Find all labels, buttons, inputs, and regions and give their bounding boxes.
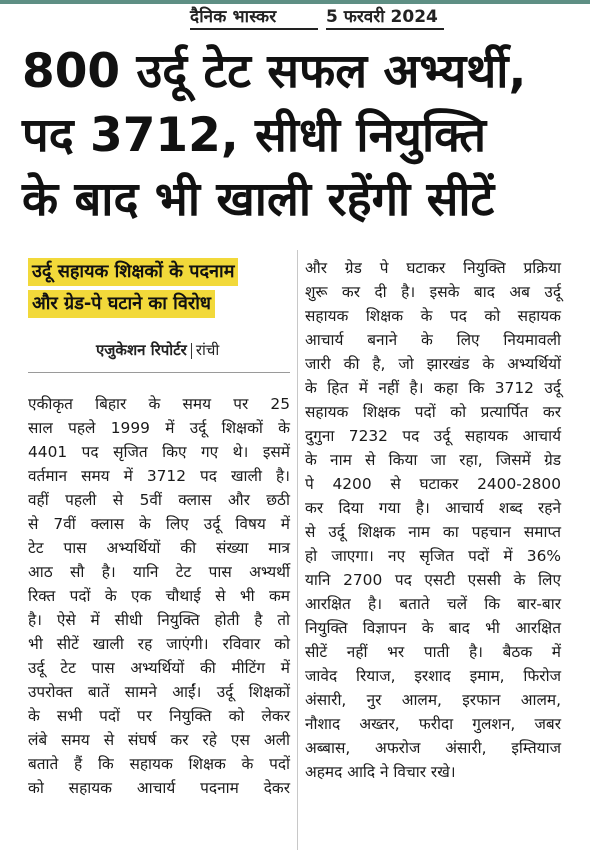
headline-line: के बाद भी खाली रहेंगी सीटें (22, 172, 495, 227)
top-accent-strip (0, 0, 590, 4)
article-line: साल पहले 1999 में उर्दू शिक्षकों के (28, 419, 290, 437)
article-line: नियुक्ति विज्ञापन के बाद भी आरक्षित (305, 619, 561, 637)
subheadline-line: और ग्रेड-पे घटाने का विरोध (28, 290, 215, 318)
article-line: रिक्त पदों के एक चौथाई से भी कम (28, 587, 290, 605)
subheadline (28, 258, 290, 322)
publication-date-underline (326, 28, 444, 30)
article-line: जारी की है, जो झारखंड के अभ्यर्थियों (305, 355, 561, 373)
article-line: पे 4200 से घटाकर 2400-2800 (305, 475, 561, 493)
article-line: अंसारी, नुर आलम, इरफान आलम, (305, 691, 561, 709)
article-line: अब्बास, अफरोज अंसारी, इम्तियाज (305, 739, 561, 757)
article-line: वहीं पहली से 5वीं क्लास और छठी (28, 491, 290, 509)
article-left-column (28, 392, 290, 800)
column-divider (297, 250, 298, 850)
article-line: से उर्दू शिक्षक नाम का पहचान समाप्त (305, 523, 561, 541)
article-line: आचार्य बनाने के लिए नियमावली (305, 331, 561, 349)
article-line: लंबे समय से संघर्ष कर रहे एस अली (28, 731, 290, 749)
article-line: उपरोक्त बातें सामने आईं। उर्दू शिक्षकों (28, 683, 290, 701)
top-bar (0, 0, 590, 34)
article-line: दुगुना 7232 पद उर्दू सहायक आचार्य (305, 427, 561, 445)
newspaper-name-underline (190, 28, 318, 30)
article-line: वर्तमान समय में 3712 पद खाली है। (28, 467, 290, 485)
article-line: यानि 2700 पद एसटी एससी के लिए (305, 571, 561, 589)
article-line: के सभी पदों पर नियुक्ति को लेकर (28, 707, 290, 725)
article-line: हो जाएगा। नए सृजित पदों में 36% (305, 547, 561, 565)
article-line: आठ सौ है। यानि टेट पास अभ्यर्थी (28, 563, 290, 581)
headline-line: 800 उर्दू टेट सफल अभ्यर्थी, (22, 44, 527, 99)
article-line: सहायक शिक्षक पदों को प्रत्यार्पित कर (305, 403, 561, 421)
article-line: है। ऐसे में सीधी नियुक्ति होती है तो (28, 611, 290, 629)
publication-date: 5 फरवरी 2024 (326, 7, 438, 27)
article-line: उर्दू टेट पास अभ्यर्थियों की मीटिंग में (28, 659, 290, 677)
subheadline-line: उर्दू सहायक शिक्षकों के पदनाम (28, 258, 238, 286)
article-line: नौशाद अख्तर, फरीदा गुलशन, जबर (305, 715, 561, 733)
newspaper-name: दैनिक भास्कर (190, 7, 277, 27)
article-line: आरक्षित है। बताते चलें कि बार-बार (305, 595, 561, 613)
article-line: के नाम से किया जा रहा, जिसमें ग्रेड (305, 451, 561, 469)
article-line: शुरू कर दी है। इसके बाद अब उर्दू (305, 283, 561, 301)
article-line: अहमद आदि ने विचार रखे। (305, 763, 456, 781)
article-line: से 7वीं क्लास के लिए उर्दू विषय में (28, 515, 290, 533)
article-line: एकीकृत बिहार के समय पर 25 (28, 395, 290, 413)
article-line: 4401 पद सृजित किए गए थे। इसमें (28, 443, 290, 461)
article-line: और ग्रेड पे घटाकर नियुक्ति प्रक्रिया (305, 259, 561, 277)
article-line: टेट पास अभ्यर्थियों की संख्या मात्र (28, 539, 290, 557)
article-line: के हित में नहीं है। कहा कि 3712 उर्दू (305, 379, 561, 397)
article-line: को सहायक आचार्य पदनाम देकर (28, 779, 290, 797)
article-line: बताते हैं कि सहायक शिक्षक के पदों (28, 755, 290, 773)
article-line: सीटें नहीं भर पाती है। बैठक में (305, 643, 561, 661)
byline-reporter: एजुकेशन रिपोर्टर (96, 341, 187, 359)
byline-place: रांची (195, 341, 220, 359)
headline-line: पद 3712, सीधी नियुक्ति (22, 108, 487, 163)
byline-divider (28, 372, 290, 373)
article-line: जावेद रियाज, इरशाद इमाम, फिरोज (305, 667, 561, 685)
article-line: कर दिया गया है। आचार्य शब्द रहने (305, 499, 561, 517)
article-right-column (305, 256, 561, 784)
byline (96, 340, 219, 360)
byline-separator (191, 343, 192, 359)
headline (22, 40, 582, 232)
article-line: सहायक शिक्षक के पद को सहायक (305, 307, 561, 325)
article-line: भी सीटें खाली रह जाएंगी। रविवार को (28, 635, 290, 653)
